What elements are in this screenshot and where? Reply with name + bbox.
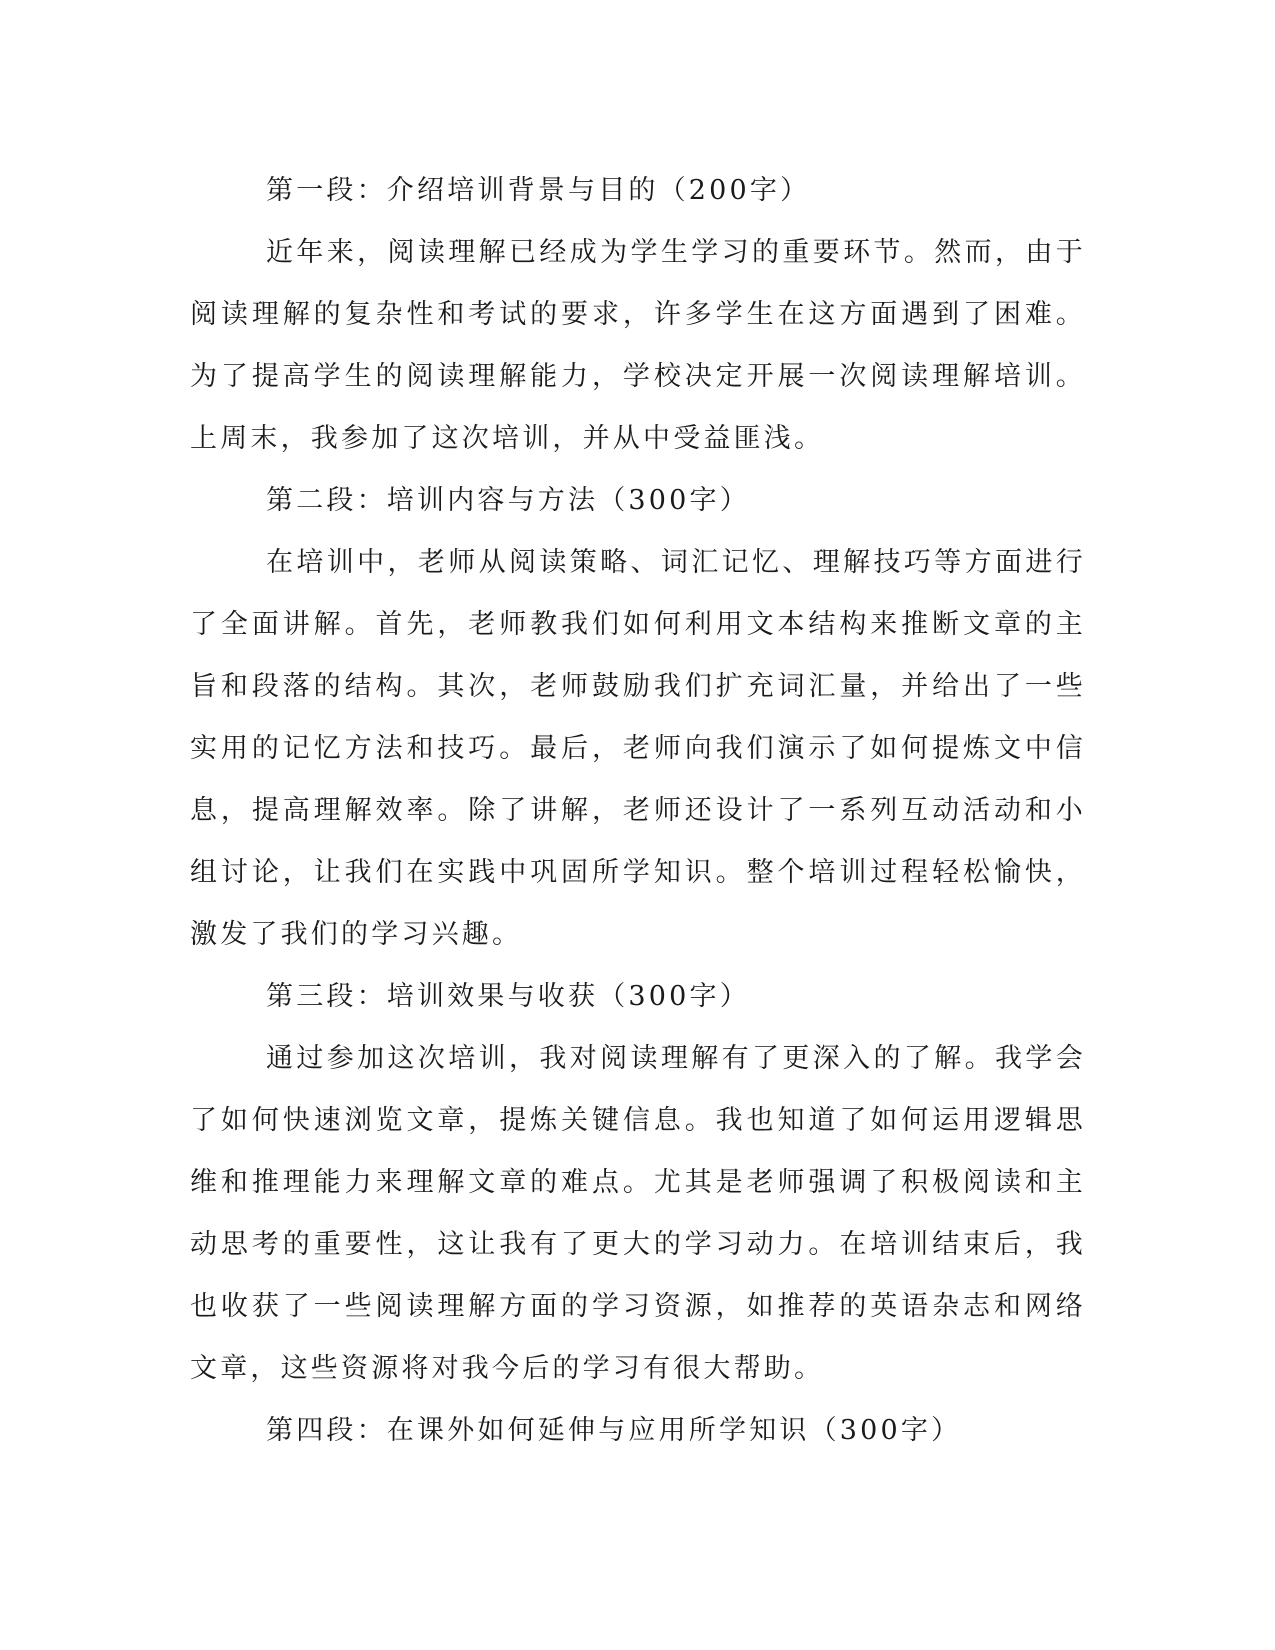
section-1-heading: 第一段：介绍培训背景与目的（200字） (266, 175, 811, 206)
section-4-heading: 第四段：在课外如何延伸与应用所学知识（300字） (266, 1415, 962, 1446)
section-1-paragraph: 近年来，阅读理解已经成为学生学习的重要环节。然而，由于阅读理解的复杂性和考试的要求，许多学生在这方面遇到了困难。为了提高学生的阅读理解能力，学校决定开展一次阅读理解培训。上周末，我参加了这次培训，并从中受益匪浅。 (190, 237, 1086, 454)
section-2-paragraph: 在培训中，老师从阅读策略、词汇记忆、理解技巧等方面进行了全面讲解。首先，老师教我们如何利用文本结构来推断文章的主旨和段落的结构。其次，老师鼓励我们扩充词汇量，并给出了一些实用的记忆方法和技巧。最后，老师向我们演示了如何提炼文中信息，提高理解效率。除了讲解，老师还设计了一系列互动活动和小组讨论，让我们在实践中巩固所学知识。整个培训过程轻松愉快，激发了我们的学习兴趣。 (190, 547, 1086, 950)
section-3-heading: 第三段：培训效果与收获（300字） (266, 981, 750, 1012)
section-3-paragraph: 通过参加这次培训，我对阅读理解有了更深入的了解。我学会了如何快速浏览文章，提炼关键信息。我也知道了如何运用逻辑思维和推理能力来理解文章的难点。尤其是老师强调了积极阅读和主动思考的重要性，这让我有了更大的学习动力。在培训结束后，我也收获了一些阅读理解方面的学习资源，如推荐的英语杂志和网络文章，这些资源将对我今后的学习有很大帮助。 (190, 1043, 1086, 1384)
section-2-heading: 第二段：培训内容与方法（300字） (266, 485, 750, 516)
document-body (190, 160, 1086, 1462)
